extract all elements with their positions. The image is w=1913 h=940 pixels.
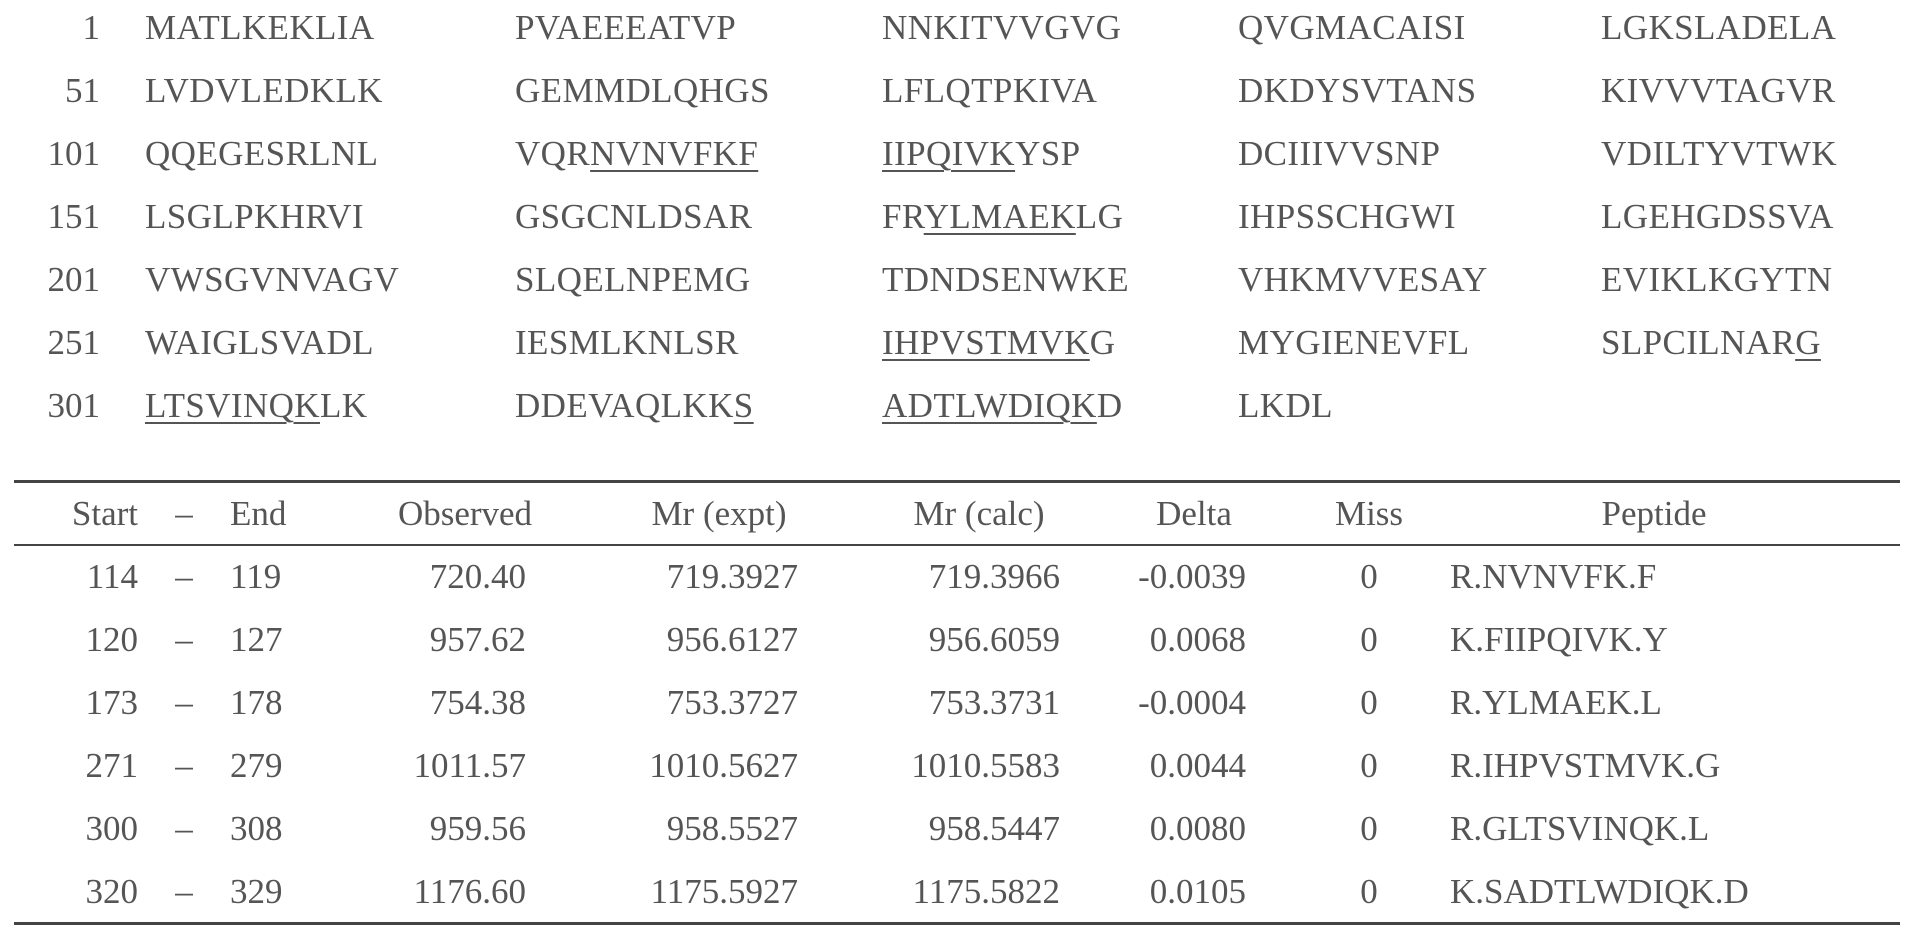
sequence-row-number: 201 bbox=[47, 260, 100, 299]
sequence-text: IESMLKNLSR bbox=[515, 323, 739, 362]
cell-peptide: K.FIIPQIVK.Y bbox=[1450, 620, 1668, 659]
matched-peptide-text: IIPQIVK bbox=[882, 134, 1016, 173]
sequence-text: VWSGVNVAGV bbox=[145, 260, 400, 299]
sequence-text: KIVVVTAGVR bbox=[1601, 71, 1836, 110]
sequence-chunk bbox=[882, 312, 1115, 374]
sequence-row-number: 251 bbox=[47, 323, 100, 362]
cell-peptide: R.YLMAEK.L bbox=[1450, 683, 1662, 722]
sequence-chunk bbox=[515, 0, 736, 59]
sequence-chunk bbox=[1238, 0, 1466, 59]
sequence-text: YSP bbox=[1015, 134, 1081, 173]
cell-delta: 0.0068 bbox=[1149, 620, 1246, 659]
cell-start: 114 bbox=[86, 557, 138, 596]
sequence-text: LGKSLADELA bbox=[1601, 8, 1837, 47]
cell-mr-expt: 1010.5627 bbox=[649, 746, 798, 785]
sequence-chunk bbox=[882, 375, 1123, 437]
cell-end: 329 bbox=[230, 872, 283, 911]
header-delta: Delta bbox=[1156, 494, 1232, 533]
sequence-chunk bbox=[882, 249, 1129, 311]
sequence-chunk bbox=[145, 123, 378, 185]
sequence-chunk bbox=[1238, 123, 1440, 185]
cell-delta: -0.0039 bbox=[1138, 557, 1246, 596]
sequence-chunk bbox=[1601, 249, 1832, 311]
sequence-chunk bbox=[1238, 186, 1456, 248]
sequence-text: PVAEEEATVP bbox=[515, 8, 737, 47]
cell-observed: 957.62 bbox=[429, 620, 526, 659]
sequence-text: SLQELNPEMG bbox=[515, 260, 751, 299]
sequence-chunk bbox=[1601, 312, 1821, 374]
cell-end: 308 bbox=[230, 809, 283, 848]
sequence-text: LSGLPKHRVI bbox=[145, 197, 364, 236]
sequence-chunk bbox=[145, 0, 375, 59]
sequence-chunk bbox=[145, 186, 364, 248]
sequence-row bbox=[0, 375, 1913, 437]
sequence-chunk bbox=[515, 60, 770, 122]
cell-observed: 1011.57 bbox=[413, 746, 526, 785]
sequence-row bbox=[0, 60, 1913, 122]
sequence-text: VDILTYVTWK bbox=[1601, 134, 1837, 173]
sequence-chunk bbox=[1601, 123, 1837, 185]
sequence-row-number: 301 bbox=[47, 386, 100, 425]
sequence-row-number: 1 bbox=[82, 8, 100, 47]
sequence-row bbox=[0, 0, 1913, 59]
cell-miss: 0 bbox=[1360, 746, 1378, 785]
sequence-text: LFLQTPKIVA bbox=[882, 71, 1098, 110]
sequence-chunk bbox=[1238, 249, 1488, 311]
sequence-chunk bbox=[1238, 60, 1476, 122]
sequence-chunk bbox=[515, 186, 752, 248]
header-mr-calc: Mr (calc) bbox=[913, 494, 1045, 533]
sequence-text: G bbox=[1089, 323, 1116, 362]
sequence-text: LKDL bbox=[1238, 386, 1333, 425]
cell-mr-calc: 753.3731 bbox=[928, 683, 1060, 722]
sequence-text: FR bbox=[882, 197, 924, 236]
header-peptide: Peptide bbox=[1601, 494, 1707, 533]
cell-mr-calc: 1175.5822 bbox=[912, 872, 1060, 911]
matched-peptide-text: NVNVFKF bbox=[590, 134, 759, 173]
cell-peptide: K.SADTLWDIQK.D bbox=[1450, 872, 1749, 911]
header-dash: – bbox=[175, 494, 193, 533]
matched-peptide-text: YLMAEK bbox=[923, 197, 1076, 236]
protein-sequence bbox=[0, 0, 1913, 440]
sequence-text: GSGCNLDSAR bbox=[515, 197, 753, 236]
matched-peptide-text: S bbox=[733, 386, 754, 425]
sequence-text: LK bbox=[319, 386, 368, 425]
sequence-text: IHPSSCHGWI bbox=[1238, 197, 1456, 236]
cell-delta: 0.0080 bbox=[1149, 809, 1246, 848]
sequence-row-number: 51 bbox=[65, 71, 100, 110]
cell-miss: 0 bbox=[1360, 872, 1378, 911]
cell-peptide: R.IHPVSTMVK.G bbox=[1450, 746, 1721, 785]
sequence-text: DDEVAQLKK bbox=[515, 386, 734, 425]
cell-delta: -0.0004 bbox=[1138, 683, 1246, 722]
sequence-text: LVDVLEDKLK bbox=[145, 71, 383, 110]
sequence-chunk bbox=[515, 123, 758, 185]
sequence-chunk bbox=[1238, 312, 1469, 374]
cell-mr-calc: 1010.5583 bbox=[911, 746, 1060, 785]
header-observed: Observed bbox=[397, 494, 533, 533]
cell-miss: 0 bbox=[1360, 809, 1378, 848]
sequence-chunk bbox=[882, 0, 1121, 59]
cell-delta: 0.0044 bbox=[1149, 746, 1246, 785]
sequence-text: VHKMVVESAY bbox=[1238, 260, 1488, 299]
sequence-text: QQEGESRLNL bbox=[145, 134, 379, 173]
sequence-text: VQR bbox=[515, 134, 591, 173]
cell-peptide: R.NVNVFK.F bbox=[1450, 557, 1657, 596]
sequence-text: NNKITVVGVG bbox=[882, 8, 1122, 47]
sequence-text: DKDYSVTANS bbox=[1238, 71, 1477, 110]
sequence-text: GEMMDLQHGS bbox=[515, 71, 770, 110]
sequence-chunk bbox=[145, 375, 367, 437]
cell-dash: – bbox=[175, 809, 193, 848]
cell-miss: 0 bbox=[1360, 620, 1378, 659]
cell-dash: – bbox=[175, 557, 193, 596]
sequence-chunk bbox=[515, 375, 754, 437]
cell-start: 271 bbox=[85, 746, 138, 785]
cell-dash: – bbox=[175, 872, 193, 911]
cell-end: 279 bbox=[230, 746, 283, 785]
cell-end: 178 bbox=[230, 683, 283, 722]
sequence-text: MATLKEKLIA bbox=[145, 8, 375, 47]
sequence-text: D bbox=[1096, 386, 1123, 425]
matched-peptide-text: IHPVSTMVK bbox=[882, 323, 1090, 362]
sequence-chunk bbox=[882, 60, 1097, 122]
sequence-text: SLPCILNAR bbox=[1601, 323, 1796, 362]
cell-miss: 0 bbox=[1360, 557, 1378, 596]
cell-peptide: R.GLTSVINQK.L bbox=[1450, 809, 1710, 848]
cell-mr-expt: 956.6127 bbox=[666, 620, 798, 659]
cell-observed: 1176.60 bbox=[413, 872, 526, 911]
header-start: Start bbox=[71, 494, 138, 533]
sequence-row-number: 101 bbox=[47, 134, 100, 173]
sequence-text: DCIIIVVSNP bbox=[1238, 134, 1441, 173]
sequence-text: QVGMACAISI bbox=[1238, 8, 1466, 47]
peptide-match-table bbox=[14, 480, 1900, 930]
sequence-chunk bbox=[1238, 375, 1333, 437]
sequence-row bbox=[0, 312, 1913, 374]
header-miss: Miss bbox=[1334, 494, 1404, 533]
cell-mr-calc: 956.6059 bbox=[928, 620, 1060, 659]
cell-dash: – bbox=[175, 746, 193, 785]
sequence-chunk bbox=[882, 186, 1123, 248]
cell-start: 120 bbox=[85, 620, 138, 659]
sequence-row bbox=[0, 249, 1913, 311]
sequence-text: LGEHGDSSVA bbox=[1601, 197, 1834, 236]
header-mr-expt: Mr (expt) bbox=[651, 494, 787, 533]
cell-start: 320 bbox=[85, 872, 138, 911]
sequence-chunk bbox=[1601, 186, 1834, 248]
sequence-chunk bbox=[145, 249, 399, 311]
sequence-row-number: 151 bbox=[47, 197, 100, 236]
cell-mr-calc: 719.3966 bbox=[928, 557, 1060, 596]
matched-peptide-text: LTSVINQK bbox=[145, 386, 320, 425]
cell-mr-expt: 958.5527 bbox=[666, 809, 798, 848]
cell-mr-expt: 753.3727 bbox=[666, 683, 798, 722]
sequence-chunk bbox=[145, 312, 374, 374]
cell-dash: – bbox=[175, 620, 193, 659]
sequence-chunk bbox=[515, 249, 750, 311]
cell-start: 300 bbox=[85, 809, 138, 848]
sequence-text: LG bbox=[1075, 197, 1124, 236]
cell-mr-expt: 719.3927 bbox=[666, 557, 798, 596]
sequence-chunk bbox=[145, 60, 383, 122]
cell-mr-calc: 958.5447 bbox=[928, 809, 1060, 848]
sequence-text: TDNDSENWKE bbox=[882, 260, 1130, 299]
cell-observed: 720.40 bbox=[429, 557, 526, 596]
sequence-chunk bbox=[882, 123, 1080, 185]
cell-end: 119 bbox=[230, 557, 282, 596]
cell-miss: 0 bbox=[1360, 683, 1378, 722]
cell-end: 127 bbox=[230, 620, 283, 659]
cell-start: 173 bbox=[85, 683, 138, 722]
cell-mr-expt: 1175.5927 bbox=[650, 872, 798, 911]
matched-peptide-text: G bbox=[1795, 323, 1821, 362]
cell-delta: 0.0105 bbox=[1149, 872, 1246, 911]
sequence-chunk bbox=[515, 312, 739, 374]
sequence-row bbox=[0, 186, 1913, 248]
sequence-text: WAIGLSVADL bbox=[145, 323, 374, 362]
cell-dash: – bbox=[175, 683, 193, 722]
cell-observed: 959.56 bbox=[429, 809, 526, 848]
header-end: End bbox=[230, 494, 287, 533]
matched-peptide-text: ADTLWDIQK bbox=[882, 386, 1097, 425]
sequence-text: EVIKLKGYTN bbox=[1601, 260, 1833, 299]
sequence-row bbox=[0, 123, 1913, 185]
sequence-text: MYGIENEVFL bbox=[1238, 323, 1470, 362]
sequence-chunk bbox=[1601, 60, 1836, 122]
cell-observed: 754.38 bbox=[429, 683, 526, 722]
sequence-chunk bbox=[1601, 0, 1836, 59]
